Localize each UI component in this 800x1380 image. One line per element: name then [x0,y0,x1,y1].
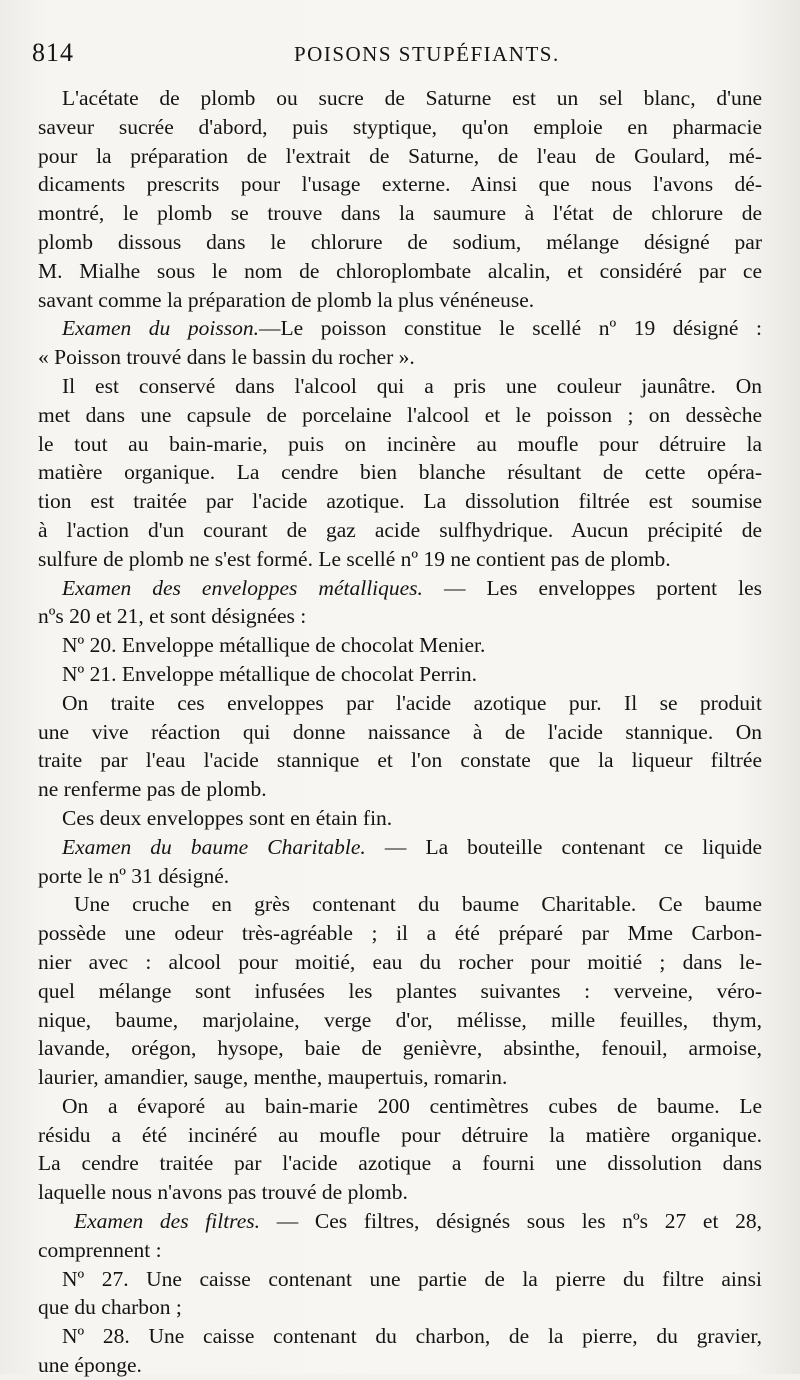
text-line [38,142,762,171]
text-line [38,199,762,228]
text-line [38,1063,762,1092]
text-line [38,890,762,919]
line-text: plomb dissous dans le chlorure de sodium, mélange désigné par [38,229,762,254]
line-text: tion est traitée par l'acide azotique. La dissolution filtrée est soumise [38,489,762,514]
text-line [38,718,762,747]
text-line [38,286,762,315]
text-line [38,372,762,401]
line-text: montré, le plomb se trouve dans la saumure à l'état de chlorure de [38,201,762,226]
line-text: — Ces filtres, désignés sous les nºs 27 et 28, [260,1209,762,1234]
line-text: Une cruche en grès contenant du baume Charitable. Ce baume [74,892,762,917]
text-line [38,862,762,891]
text-line [38,1121,762,1150]
text-line [38,1178,762,1207]
text-line [38,775,762,804]
section-heading-italic: Examen des filtres. [74,1209,261,1234]
line-text: Il est conservé dans l'alcool qui a pris une couleur jaunâtre. On [62,373,762,398]
line-text: porte le nº 31 désigné. [38,863,230,888]
line-text: une vive réaction qui donne naissance à de l'acide stannique. On [38,719,762,744]
text-line [38,660,762,689]
body-text [38,84,762,1380]
text-line [38,1351,762,1380]
text-line [38,1034,762,1063]
text-line [38,948,762,977]
text-line [38,1006,762,1035]
line-text: que du charbon ; [38,1295,182,1320]
text-line [38,516,762,545]
text-line [38,1265,762,1294]
line-text: — Les enveloppes portent les [422,575,762,600]
text-line [38,458,762,487]
line-text: laurier, amandier, sauge, menthe, maupertuis, romarin. [38,1065,508,1090]
text-line [38,113,762,142]
text-line [38,804,762,833]
text-line [38,257,762,286]
text-line [38,919,762,948]
line-text: ne renferme pas de plomb. [38,777,267,802]
text-line [38,631,762,660]
text-line [38,574,762,603]
section-heading-italic: Examen du baume Charitable. [62,834,366,859]
running-title: POISONS STUPÉFIANTS. [294,42,560,66]
text-line [38,314,762,343]
text-line [38,977,762,1006]
line-text: Nº 21. Enveloppe métallique de chocolat Perrin. [62,661,478,686]
line-text: nier avec : alcool pour moitié, eau du rocher pour moitié ; dans le- [38,949,762,974]
line-text: le tout au bain-marie, puis on incinère au moufle pour détruire la [38,431,762,456]
line-text: savant comme la préparation de plomb la plus vénéneuse. [38,287,535,312]
text-line [38,170,762,199]
line-text: Nº 28. Une caisse contenant du charbon, de la pierre, du gravier, [62,1324,762,1349]
text-line [38,401,762,430]
line-text: On a évaporé au bain-marie 200 centimètres cubes de baume. Le [62,1093,762,1118]
page-header [32,38,772,74]
text-line [38,84,762,113]
text-line [38,1293,762,1322]
line-text: M. Mialhe sous le nom de chloroplombate alcalin, et considéré par ce [38,258,762,283]
line-text: On traite ces enveloppes par l'acide azotique pur. Il se produit [62,690,762,715]
line-text: — La bouteille contenant ce liquide [365,834,762,859]
line-text: quel mélange sont infusées les plantes suivantes : verveine, véro- [38,978,762,1003]
text-line [38,1149,762,1178]
text-line [38,545,762,574]
section-heading-italic: Examen du poisson. [62,316,259,341]
line-text: « Poisson trouvé dans le bassin du rocher ». [38,345,415,370]
line-text: à l'action d'un courant de gaz acide sulfhydrique. Aucun précipité de [38,517,762,542]
text-line [38,1092,762,1121]
line-text: lavande, orégon, hysope, baie de genièvre, absinthe, fenouil, armoise, [38,1036,762,1061]
line-text: L'acétate de plomb ou sucre de Saturne est un sel blanc, d'une [62,86,762,110]
text-line [38,1322,762,1351]
line-text: résidu a été incinéré au moufle pour détruire la matière organique. [38,1122,762,1147]
line-text: comprennent : [38,1237,162,1262]
line-text: nºs 20 et 21, et sont désignées : [38,604,307,629]
text-line [38,746,762,775]
line-text: Ces deux enveloppes sont en étain fin. [62,805,393,830]
text-line [38,343,762,372]
line-text: Nº 20. Enveloppe métallique de chocolat Menier. [62,633,486,658]
line-text: laquelle nous n'avons pas trouvé de plomb. [38,1180,408,1205]
page-number: 814 [32,38,74,67]
line-text: —Le poisson constitue le scellé nº 19 désigné : [258,316,762,341]
line-text: La cendre traitée par l'acide azotique a fourni une dissolution dans [38,1151,762,1176]
line-text: sulfure de plomb ne s'est formé. Le scellé nº 19 ne contient pas de plomb. [38,546,671,571]
text-line [38,487,762,516]
section-heading-italic: Examen des enveloppes métalliques. [62,575,423,600]
line-text: matière organique. La cendre bien blanche résultant de cette opéra- [38,460,762,485]
line-text: pour la préparation de l'extrait de Saturne, de l'eau de Goulard, mé- [38,143,762,168]
line-text: saveur sucrée d'abord, puis styptique, qu'on emploie en pharmacie [38,114,762,139]
text-line [38,228,762,257]
text-line [38,833,762,862]
line-text: une éponge. [38,1353,142,1378]
line-text: nique, baume, marjolaine, verge d'or, mélisse, mille feuilles, thym, [38,1007,762,1032]
line-text: possède une odeur très-agréable ; il a été préparé par Mme Carbon- [38,921,762,946]
text-line [38,689,762,718]
text-line [38,430,762,459]
line-text: met dans une capsule de porcelaine l'alcool et le poisson ; on dessèche [38,402,762,427]
text-line [38,1207,762,1236]
line-text: traite par l'eau l'acide stannique et l'on constate que la liqueur filtrée [38,748,762,773]
line-text: dicaments prescrits pour l'usage externe. Ainsi que nous l'avons dé- [38,172,762,197]
text-line [38,602,762,631]
line-text: Nº 27. Une caisse contenant une partie de la pierre du filtre ainsi [62,1266,762,1291]
text-line [38,1236,762,1265]
